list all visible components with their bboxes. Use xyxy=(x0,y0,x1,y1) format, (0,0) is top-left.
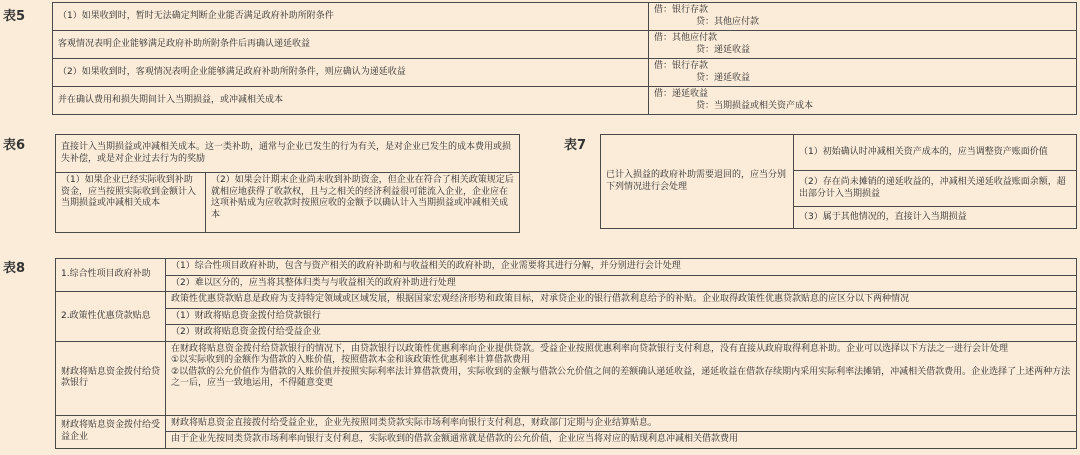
table5 xyxy=(52,2,1077,115)
t5-row3-left: （2）如果收到时，客观情况表明企业能够满足政府补助所附条件，则应确认为递延收益 xyxy=(53,59,649,87)
t7-item-2: （2）存在尚未摊销的递延收益的，冲减相关递延收益账面余额，超出部分计入当期损益 xyxy=(794,171,1077,207)
t5-row1-right: 借：银行存款 贷：其他应付款 xyxy=(649,3,1077,31)
table6 xyxy=(55,134,520,233)
t5-row4-right: 借：递延收益 贷：当期损益或相关资产成本 xyxy=(649,87,1077,115)
t7-item-3: （3）属于其他情况的，直接计入当期损益 xyxy=(794,207,1077,229)
t8-g2-row1: 政策性优惠贷款贴息是政府为支持特定领域或区域发展，根据国家宏观经济形势和政策目标，对承贷企业的银行借款利息给予的补贴。企业取得政策性优惠贷款贴息的应区分以下两种情况 xyxy=(166,292,1077,309)
table8-label: 表8 xyxy=(3,261,26,276)
table7-label: 表7 xyxy=(564,138,587,153)
t8-g1-head: 1.综合性项目政府补助 xyxy=(56,259,166,292)
t8-g1-row2: （2）难以区分的，应当将其整体归类与与收益相关的政府补助进行处理 xyxy=(166,275,1077,292)
t5-row2-left: 客观情况表明企业能够满足政府补助所附条件后再确认递延收益 xyxy=(53,31,649,59)
table5-label: 表5 xyxy=(3,9,26,24)
t8-g1-row1: （1）综合性项目政府补助，包含与资产相关的政府补助和与收益相关的政府补助，企业需要将其进行分解，并分别进行会计处理 xyxy=(166,259,1077,276)
t8-g4-head: 财政将贴息资金拨付给受益企业 xyxy=(56,415,166,448)
t8-g2-row2: （1）财政将贴息资金拨付给贷款银行 xyxy=(166,308,1077,325)
t7-item-1: （1）初始确认时冲减相关资产成本的，应当调整资产账面价值 xyxy=(794,135,1077,171)
t6-top: 直接计入当期损益或冲减相关成本。这一类补助，通常与企业已发生的行为有关，是对企业已发生的成本费用或损失补偿，或是对企业过去行为的奖励 xyxy=(56,135,520,173)
t8-g4-row1: 财政将贴息资金直接拨付给受益企业，企业先按照同类贷款实际市场利率向银行支付利息，财政部门定期与企业结算贴息。 xyxy=(166,415,1077,432)
t5-row3-right: 借：银行存款 贷：递延收益 xyxy=(649,59,1077,87)
t7-left: 已计入损益的政府补助需要退回的，应当分别下列情况进行会处理 xyxy=(601,135,794,229)
table7 xyxy=(600,134,1077,229)
table6-label: 表6 xyxy=(3,138,26,153)
t8-g3-body: 在财政将贴息资金拨付给贷款银行的情况下，由贷款银行以政策性优惠利率向企业提供贷款。受益企业按照优惠利率向贷款银行支付利息，没有直接从政府取得利息补助。企业可以选择以下方法之一进行会计处理 ①以实际收到的金额作为借款的入账价值，按照借款本金和该政策性优惠利率计算借款费用 ②以借款的公允价值作为借款的入账价值并按照实际利率法计算借款费用，实际收到的金额与借款公允价值之间的差额确认递延收益，递延收益在借款存续期内采用实际利率法摊销，冲减相关借款费用。企业选择了上述两种方法之一后，应当一致地运用，不得随意变更 xyxy=(166,341,1077,415)
t5-row1-left: （1）如果收到时，暂时无法确定判断企业能否满足政府补助所附条件 xyxy=(53,3,649,31)
t8-g2-head: 2.政策性优惠贷款贴息 xyxy=(56,292,166,342)
t5-row4-left: 并在确认费用和损失期间计入当期损益，或冲减相关成本 xyxy=(53,87,649,115)
table8 xyxy=(55,258,1077,449)
t6-left: （1）如果企业已经实际收到补助资金，应当按照实际收到金额计入当期损益或冲减相关成本 xyxy=(56,173,206,233)
t5-row2-right: 借：其他应付款 贷：递延收益 xyxy=(649,31,1077,59)
t8-g4-row2: 由于企业先按同类贷款市场利率向银行支付利息，实际收到的借款金额通常就是借款的公允价值，企业应当将对应的贴现利息冲减相关借款费用 xyxy=(166,432,1077,449)
t8-g3-head: 财政将贴息资金拨付给贷款银行 xyxy=(56,341,166,415)
t6-right: （2）如果会计期末企业尚未收到补助资金，但企业在符合了相关政策规定后就相应地获得了收款权，且与之相关的经济利益很可能流入企业，企业应在这项补贴成为应收款时按照应收的金额予以确认计入当期损益或冲减相关成本 xyxy=(206,173,520,233)
t8-g2-row3: （2）财政将贴息资金拨付给受益企业 xyxy=(166,325,1077,342)
